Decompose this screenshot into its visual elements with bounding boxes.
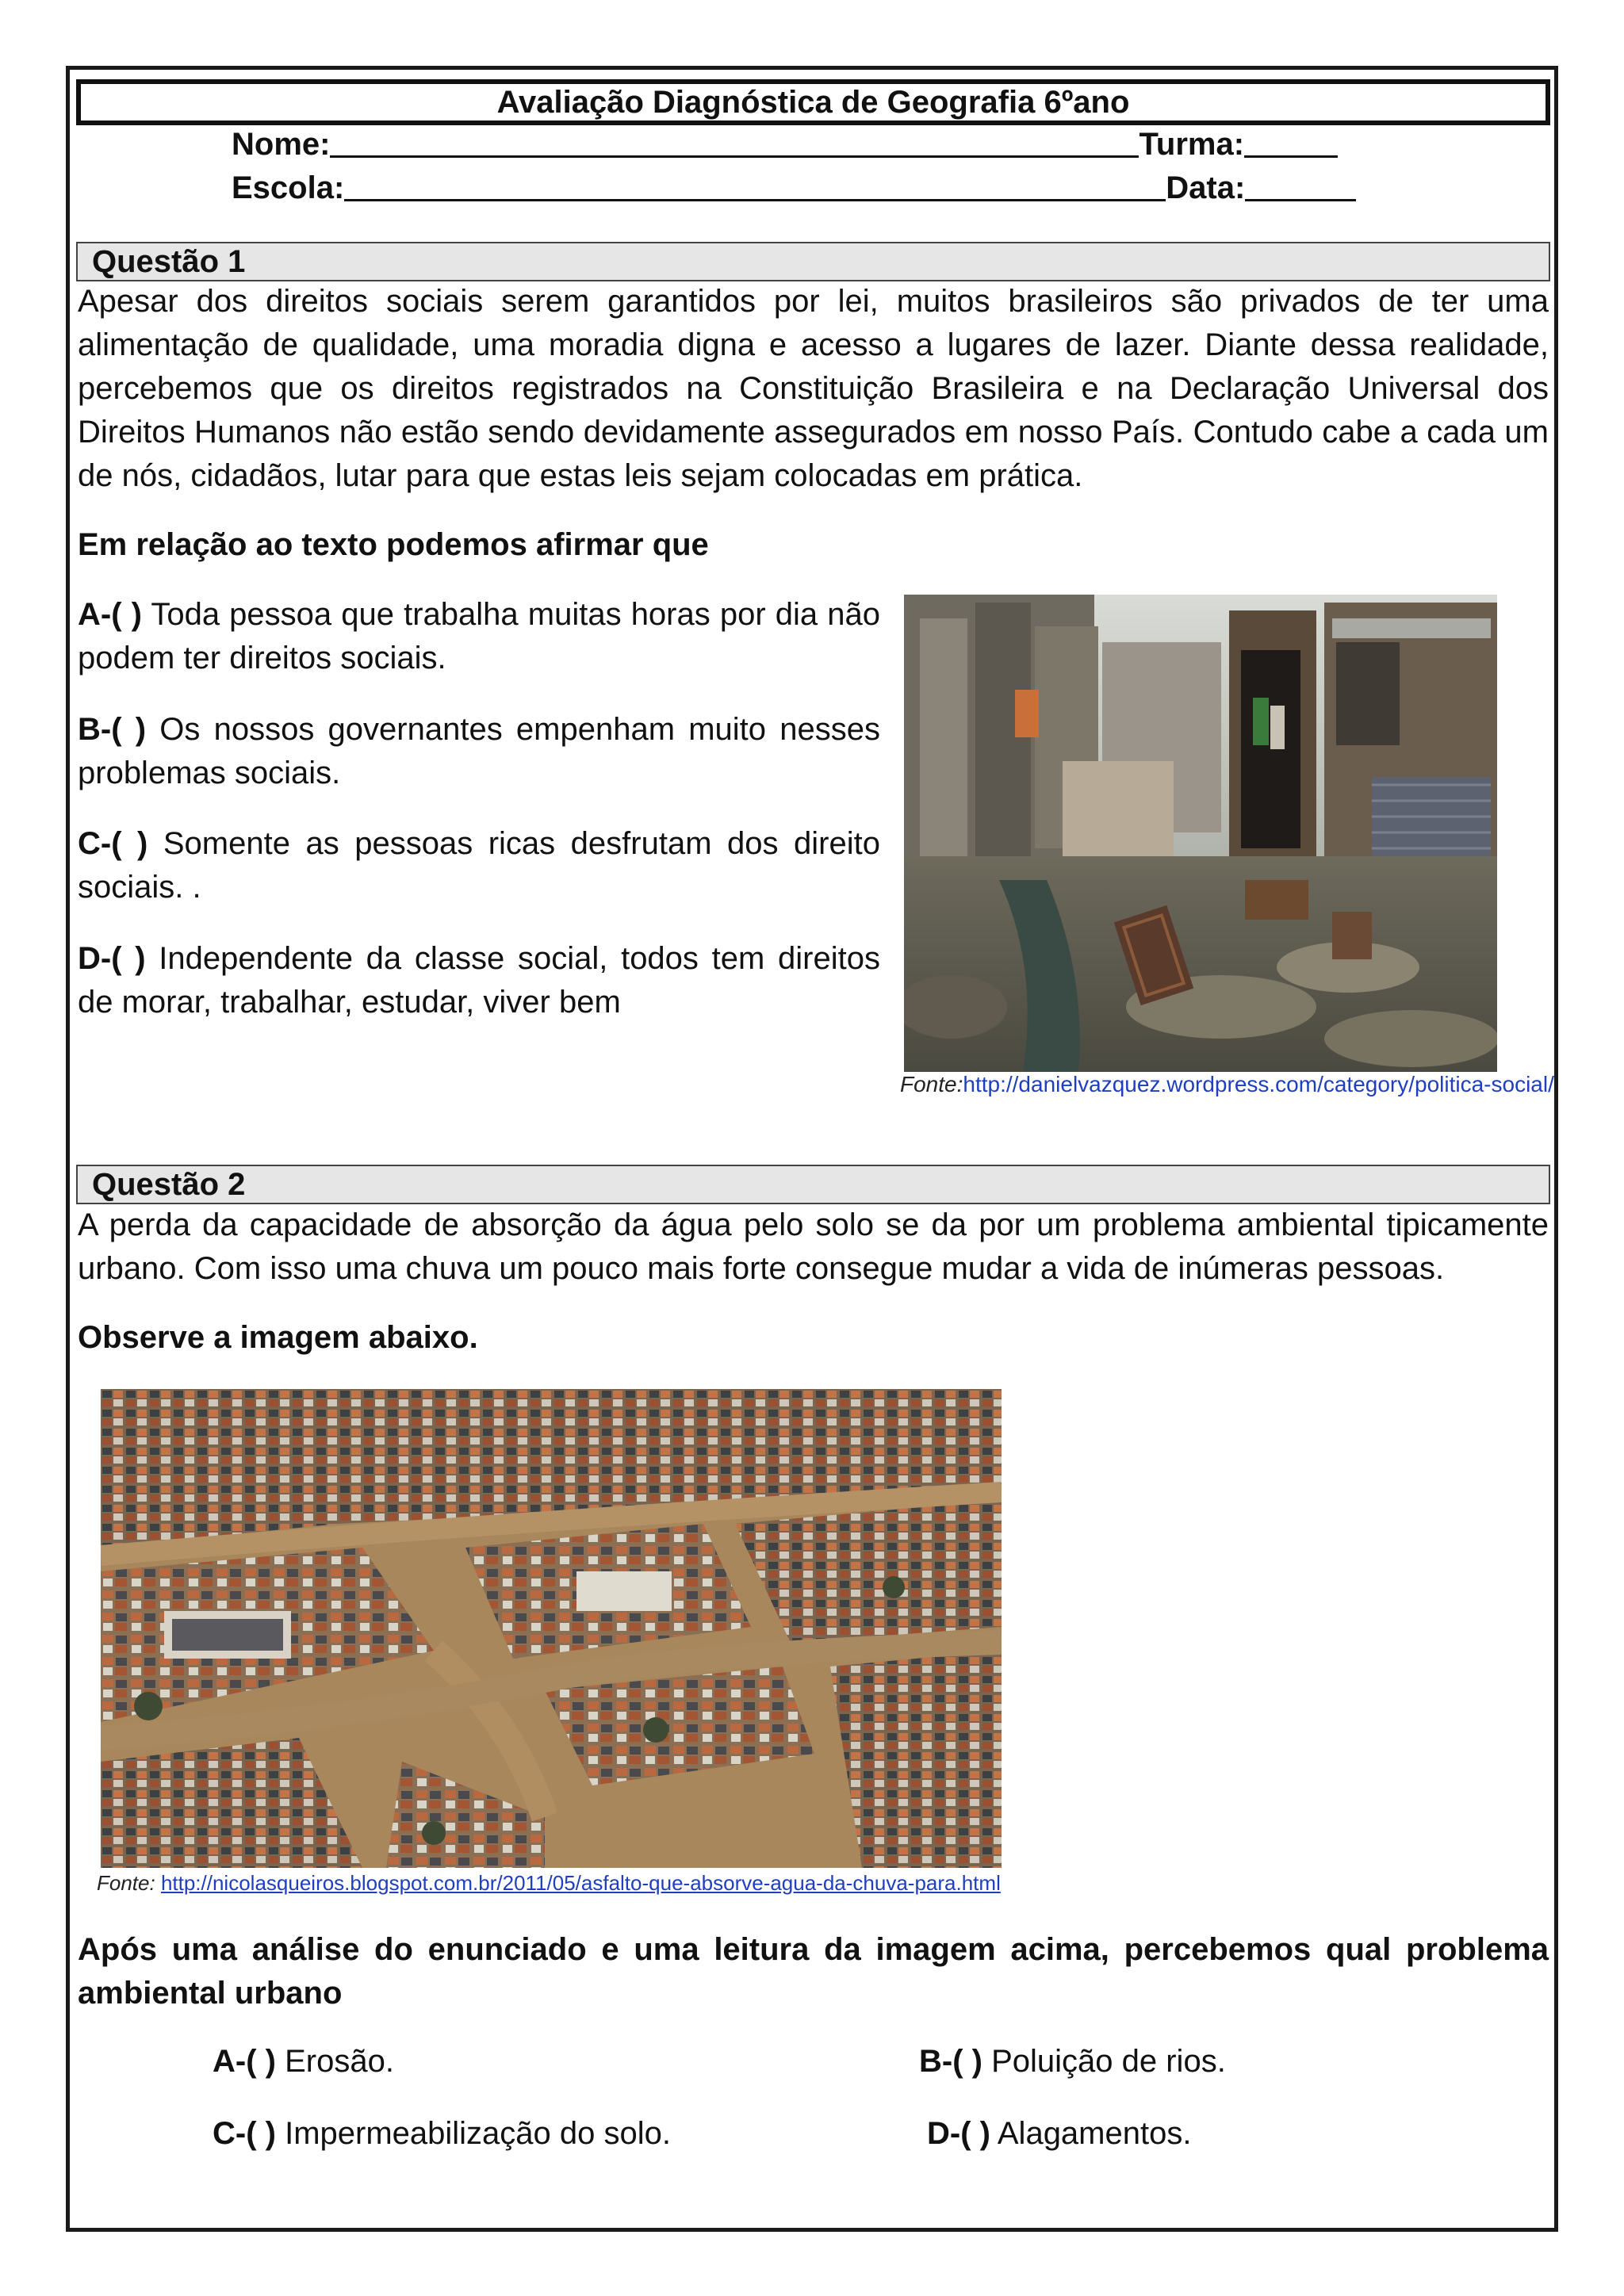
q1-option-d[interactable] [78, 937, 880, 1024]
class-label: Turma: [1139, 127, 1245, 162]
question-1-prompt: Em relação ao texto podemos afirmar que [78, 527, 709, 562]
q2-option-a-label: A-( ) [213, 2044, 276, 2079]
q1-option-b-text: Os nossos governantes empenham muito nesses problemas sociais. [78, 712, 880, 790]
slum-photo [904, 595, 1497, 1072]
q1-source-prefix: Fonte: [900, 1072, 963, 1096]
q1-option-b[interactable] [78, 708, 880, 795]
q1-option-d-text: Independente da classe social, todos tem direitos de morar, trabalhar, estudar, viver bem [78, 941, 880, 1020]
q2-option-c-label: C-( ) [213, 2116, 276, 2151]
question-2-prompt: Após uma análise do enunciado e uma leitura da imagem acima, percebemos qual problema ambiental urbano [78, 1932, 1549, 2011]
school-row [232, 170, 1356, 206]
q2-option-a-text: Erosão. [275, 2044, 394, 2079]
q2-source-link[interactable]: http://nicolasqueiros.blogspot.com.br/2011/05/asfalto-que-absorve-agua-da-chuva-para.html [160, 1871, 1001, 1895]
question-2-text: A perda da capacidade de absorção da água pelo solo se da por um problema ambiental tipicamente urbano. Com isso uma chuva um pouco mais forte consegue mudar a vida de inúmeras pessoas. [78, 1207, 1549, 1286]
q2-option-a[interactable] [213, 2044, 394, 2080]
question-1-text: Apesar dos direitos sociais serem garantidos por lei, muitos brasileiros são privados de ter uma alimentação de qualidade, uma moradia digna e acesso a lugares de lazer. Diante dessa realidade, percebemos que os direitos registrados na Constituição Brasileira e na Declaração Universal dos Direitos Humanos não estão sendo devidamente assegurados em nosso País. Contudo cabe a cada um de nós, cidadãos, lutar para que estas leis sejam colocadas em prática. [78, 284, 1549, 493]
school-label: Escola: [232, 170, 345, 205]
q2-option-b-text: Poluição de rios. [982, 2044, 1226, 2079]
date-field[interactable] [1245, 176, 1356, 201]
name-row [232, 127, 1338, 163]
q2-source [97, 1871, 1001, 1896]
question-1-heading: Questão 1 [76, 242, 1550, 281]
q1-option-b-label: B-( ) [78, 712, 147, 747]
q2-option-b[interactable] [919, 2044, 1226, 2080]
q2-option-d-text: Alagamentos. [990, 2116, 1192, 2151]
q1-option-c-text: Somente as pessoas ricas desfrutam dos direito sociais. . [78, 826, 880, 905]
question-2-observe: Observe a imagem abaixo. [78, 1320, 478, 1355]
q1-option-c[interactable] [78, 822, 880, 909]
q2-option-c[interactable] [213, 2116, 671, 2152]
q1-source [900, 1072, 1554, 1097]
flood-photo [101, 1389, 1002, 1868]
q1-option-a[interactable] [78, 593, 880, 680]
class-field[interactable] [1244, 132, 1338, 158]
school-field[interactable] [344, 176, 1166, 201]
q2-source-prefix: Fonte: [97, 1871, 161, 1895]
date-label: Data: [1166, 170, 1246, 205]
q2-option-d-label: D-( ) [927, 2116, 990, 2151]
q1-option-a-text: Toda pessoa que trabalha muitas horas por dia não podem ter direitos sociais. [78, 597, 880, 675]
page-title: Avaliação Diagnóstica de Geografia 6ºano [76, 79, 1550, 125]
q1-option-a-label: A-( ) [78, 597, 142, 632]
q2-option-b-label: B-( ) [919, 2044, 982, 2079]
q1-option-d-label: D-( ) [78, 941, 146, 976]
q2-option-d[interactable] [927, 2116, 1191, 2152]
q1-source-link[interactable]: http://danielvazquez.wordpress.com/category/politica-social/ [963, 1072, 1554, 1096]
q1-option-c-label: C-( ) [78, 826, 148, 861]
name-field[interactable] [330, 132, 1139, 158]
question-2-heading: Questão 2 [76, 1165, 1550, 1204]
name-label: Nome: [232, 127, 331, 162]
q2-option-c-text: Impermeabilização do solo. [275, 2116, 671, 2151]
